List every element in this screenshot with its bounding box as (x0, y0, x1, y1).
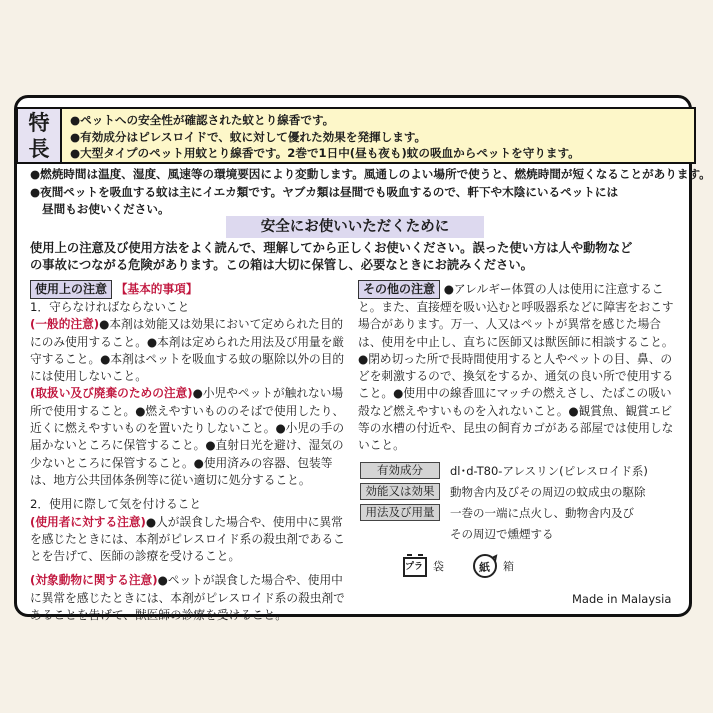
user-text: ●人が誤食した場合や、使用中に異常を感じたときには、本剤がピレスロイド系の殺虫剤であることを告げて、医師の診療を受けること。 (30, 514, 345, 564)
other-text: ●アレルギー体質の人は使用に注意すること。また、直接煙を吸い込むと呼吸器系などに障害をおこす場合があります。万一、人又はペットが異常を感じた場合は、使用を中止し、直ちに医師又は獣医師に相談すること。●閉め切った所で長時間使用すると人やペットの目、鼻、のどを刺激するので、換気をするか、通気の良い所で使用すること。●使用中の線香皿にマッチの燃えさし、たばこの吸い殻など燃えやすいものを入れないこと。●観賞魚、観賞エビ等の水槽の付近や、昆虫の飼育カゴがある部屋では使用しないこと。 (358, 282, 674, 453)
note-burning-time: ●燃焼時間は温度、湿度、風速等の環境要因により変動します。風通しのよい場所で使うと、燃焼時間が短くなることがあります。 (30, 167, 711, 181)
animal-tag: (対象動物に関する注意) (30, 573, 158, 588)
spec-row (360, 482, 680, 501)
basic-items-header: 【基本的事項】 (115, 282, 198, 296)
general-text: ●本剤は効能又は効果において定められた目的にのみ使用すること。●本剤は定められた用法及び用量を厳守すること。●本剤はペットを吸血する蚊の駆除以外の目的には使用しないこと。 (30, 317, 345, 384)
feature-line: ●有効成分はピレスロイドで、蚊に対して優れた効果を発揮します。 (70, 129, 427, 144)
features-label-1: 特 (28, 110, 50, 135)
spec-row (360, 524, 680, 543)
recycle-paper-icon (470, 552, 500, 580)
recycle-plastic-mark: プラ (405, 562, 424, 572)
usage-header: 使用上の注意 (30, 280, 112, 299)
origin-text: Made in Malaysia (572, 592, 672, 606)
recycle-paper-label: 箱 (503, 560, 514, 573)
note-mosquito-2: 昼間もお使いください。 (42, 202, 170, 216)
recycle-plastic-label: 袋 (433, 560, 444, 573)
recycle-plastic (400, 552, 444, 580)
spec-key: 有効成分 (360, 462, 440, 479)
spec-row (360, 461, 680, 480)
feature-line: ●ペットへの安全性が確認された蚊とり線香です。 (70, 113, 335, 127)
safety-title: 安全にお使いいただくために (226, 216, 484, 238)
handling-tag: (取扱い及び廃棄のための注意) (30, 386, 193, 401)
usage-precautions (30, 280, 352, 624)
features-box (16, 107, 696, 164)
spec-value: 一巻の一端に点火し、動物舎内及び (450, 505, 634, 520)
animal-text: ●ペットが誤食した場合や、使用中に異常を感じたときには、本剤がピレスロイド系の殺虫剤であることを告げて、獣医師の診療を受けること。 (30, 573, 345, 623)
spec-value: その周辺で燻煙する (450, 526, 554, 541)
section-1-title: 1．守らなければならないこと (30, 300, 190, 314)
spec-value: dl･d-T80-アレスリン(ピレスロイド系) (450, 463, 648, 478)
spec-row (360, 503, 680, 522)
other-precautions (358, 280, 676, 455)
general-tag: (一般的注意) (30, 317, 100, 332)
spec-table (360, 461, 680, 545)
spec-key: 用法及び用量 (360, 504, 440, 521)
user-tag: (使用者に対する注意) (30, 514, 146, 529)
note-mosquito-1: ●夜間ペットを吸血する蚊は主にイエカ類です。ヤブカ類は昼間でも吸血するので、軒下や木陰にいるペットには (30, 185, 619, 199)
feature-line: ●大型タイプのペット用蚊とり線香です。2巻で1日中(昼も夜も)蚊の吸血からペットを守ります。 (70, 146, 580, 160)
spec-value: 動物舎内及びその周辺の蚊成虫の駆除 (450, 484, 646, 499)
safety-intro-2: の事故につながる危険があります。この箱は大切に保管し、必要なときにお読みください。 (30, 258, 533, 272)
other-header: その他の注意 (358, 280, 440, 299)
section-2-title: 2．使用に際して気を付けること (30, 497, 202, 512)
features-label (16, 107, 60, 164)
safety-intro-1: 使用上の注意及び使用方法をよく読んで、理解してから正しくお使いください。誤った使い方は人や動物など (30, 241, 633, 255)
recycle-paper-mark: 紙 (479, 561, 490, 574)
recycle-paper (470, 552, 514, 580)
features-label-2: 長 (28, 136, 50, 161)
features-list (60, 107, 696, 164)
handling-text: ●小児やペットが触れない場所で使用すること。●燃えやすいもののそばで使用したり、近くに燃えやすいものを置いたりしないこと。●小児の手の届かないところに保管すること。●直射日光を避け、湿気の少ないところに保管すること。●使用済みの容器、包装等は、地方公共団体条例等に従い適切に処分すること。 (30, 386, 345, 487)
recycle-plastic-icon (400, 552, 430, 580)
spec-key: 効能又は効果 (360, 483, 440, 500)
